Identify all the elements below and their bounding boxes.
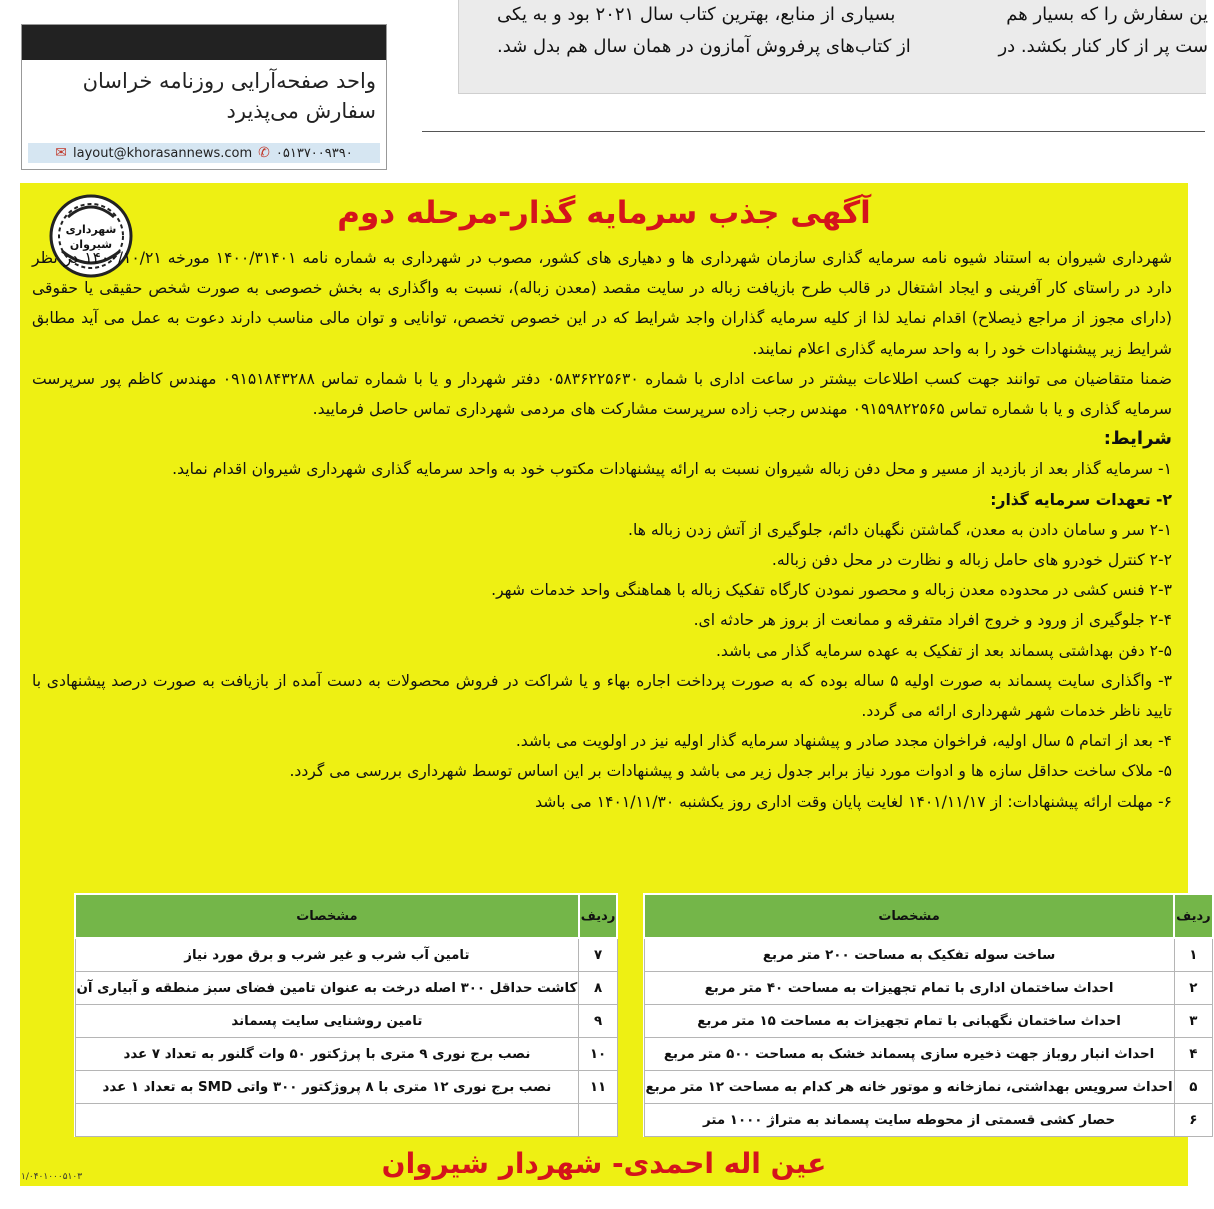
column-header-row: ردیف [579,894,618,938]
phone-icon: ✆ [258,145,270,161]
table-row [75,1071,617,1104]
ad-line-2: سفارش می‌پذیرد [226,99,376,123]
commitment-item: ۲-۱ سر و سامان دادن به معدن، گماشتن نگهبان دائم، جلوگیری از آتش زدن زباله ها. [628,520,1172,539]
ad-code: ۱/۰۴۰۱۰۰۰۵۱۰۳ [21,1172,83,1182]
email-text[interactable]: layout@khorasannews.com [73,145,253,161]
row-number: ۳ [1174,1005,1213,1038]
table-row [644,1038,1213,1071]
row-number: ۸ [579,972,618,1005]
column-header-spec: مشخصات [644,894,1174,938]
row-spec: احداث ساختمان نگهبانی با تمام تجهیزات به مساحت ۱۵ متر مربع [644,1005,1174,1038]
row-spec: حصار کشی قسمتی از محوطه سایت پسماند به متراژ ۱۰۰۰ متر [644,1104,1174,1137]
condition-1: ۱- سرمایه گذار بعد از بازدید از مسیر و محل دفن زباله شیروان نسبت به ارائه پیشنهادات مکتوب خود به واحد سرمایه گذاری شهرداری شیروان اقدام نماید. [172,460,1172,479]
ad-line-1: واحد صفحه‌آرایی روزنامه خراسان [82,69,376,93]
row-spec: احداث ساختمان اداری با تمام تجهیزات به مساحت ۴۰ متر مربع [644,972,1174,1005]
row-spec: تامین روشنایی سایت پسماند [75,1005,579,1038]
table-row [644,1104,1213,1137]
table-row [75,1038,617,1071]
strip-text-right-1: ین سفارش را که بسیار هم [1006,4,1208,25]
row-spec: کاشت حداقل ۳۰۰ اصله درخت به عنوان تامین فضای سبز منطقه و آبیاری آن [75,972,579,1005]
table-row [75,1005,617,1038]
condition-4: ۴- بعد از اتمام ۵ سال اولیه، فراخوان مجدد صادر و پیشنهاد سرمایه گذار اولیه نیز در اولویت می باشد. [515,732,1172,751]
row-number: ۹ [579,1005,618,1038]
row-spec: تامین آب شرب و غیر شرب و برق مورد نیاز [75,938,579,972]
investment-notice [20,183,1211,1186]
notice-title: آگهی جذب سرمایه گذار-مرحله دوم [337,195,871,231]
seal-text-1: شهرداری [65,223,117,236]
commitment-item: ۲-۲ کنترل خودرو های حامل زباله و نظارت در محل دفن زباله. [771,551,1172,570]
divider [422,131,1205,132]
row-number: ۱۱ [579,1071,618,1104]
row-number: ۶ [1174,1104,1213,1137]
row-spec: احداث انبار روباز جهت ذخیره سازی پسماند خشک به مساحت ۵۰۰ متر مربع [644,1038,1174,1071]
row-spec: ساخت سوله تفکیک به مساحت ۲۰۰ متر مربع [644,938,1174,972]
table-header-row [644,894,1213,938]
row-number: ۴ [1174,1038,1213,1071]
column-header-row: ردیف [1174,894,1213,938]
column-header-spec: مشخصات [75,894,579,938]
row-number: ۷ [579,938,618,972]
table-row [644,938,1213,972]
row-spec: نصب برج نوری ۱۲ متری با ۸ پروژکتور ۳۰۰ واتی SMD به تعداد ۱ عدد [75,1071,579,1104]
notice-body [32,243,1172,817]
phone-text: ۰۵۱۳۷۰۰۹۳۹۰ [275,145,353,161]
news-excerpt-strip [458,0,1206,94]
conditions-heading: شرایط: [1103,428,1172,450]
row-spec [75,1104,579,1137]
condition-6: ۶- مهلت ارائه پیشنهادات: از ۱۴۰۱/۱۱/۱۷ لغایت پایان وقت اداری روز یکشنبه ۱۴۰۱/۱۱/۳۰ می باشد [535,792,1172,811]
strip-text-left-1: بسیاری از منابع، بهترین کتاب سال ۲۰۲۱ بود و به یکی [497,4,896,25]
row-spec: احداث سرویس بهداشتی، نمازخانه و موتور خانه هر کدام به مساحت ۱۲ متر مربع [644,1071,1174,1104]
table-row [644,1005,1213,1038]
commitments-heading: ۲- تعهدات سرمایه گذار: [990,490,1172,509]
commitment-item: ۲-۵ دفن بهداشتی پسماند بعد از تفکیک به عهده سرمایه گذار می باشد. [715,641,1172,660]
row-number [579,1104,618,1137]
condition-5: ۵- ملاک ساخت حداقل سازه ها و ادوات مورد نیاز برابر جدول زیر می باشد و پیشنهادات بر این اساس توسط شهرداری بررسی می گردد. [289,762,1172,781]
row-spec: نصب برج نوری ۹ متری با پرژکتور ۵۰ وات گلنور به تعداد ۷ عدد [75,1038,579,1071]
strip-text-right-2: ست پر از کار کنار بکشد. در [998,36,1208,57]
requirements-table-right [643,893,1214,1137]
requirements-table-left [74,893,618,1137]
commitment-item: ۲-۳ فنس کشی در محدوده معدن زباله و محصور نمودن کارگاه تفکیک زباله با هماهنگی واحد خدمات شهر. [491,581,1172,600]
condition-3: ۳- واگذاری سایت پسماند به صورت اولیه ۵ ساله بوده که به صورت پرداخت اجاره بهاء و یا شراکت در فروش محصولات به دست آمده از بازیافت به صورت درصد پیشنهادی با تایید ناظر خدمات شهر شهرداری ارائه می گردد. [32,671,1173,721]
table-row [75,938,617,972]
seal-text-2: شیروان [69,238,113,251]
ad-header-bar [22,25,386,60]
table-row [644,972,1213,1005]
row-number: ۵ [1174,1071,1213,1104]
strip-text-left-2: از کتاب‌های پرفروش آمازون در همان سال هم بدل شد. [497,36,911,57]
row-number: ۱ [1174,938,1213,972]
row-number: ۲ [1174,972,1213,1005]
contact-bar [28,143,380,163]
table-row [75,972,617,1005]
contact-paragraph: ضمنا متقاضیان می توانند جهت کسب اطلاعات بیشتر در ساعت اداری با شماره ۰۵۸۳۶۲۲۵۶۳۰ دفتر شهردار و یا با شماره تماس ۰۹۱۵۱۸۴۳۲۸۸ مهندس کاظم پور سرپرست سرمایه گذاری و یا با شماره تماس ۰۹۱۵۹۸۲۲۵۶۵ مهندس رجب زاده سرپرست مشارکت های مردمی شهرداری تماس حاصل فرمایید. [32,369,1172,419]
commitment-item: ۲-۴ جلوگیری از ورود و خروج افراد متفرقه و ممانعت از بروز هر حادثه ای. [693,611,1172,630]
intro-paragraph: شهرداری شیروان به استناد شیوه نامه سرمایه گذاری سازمان شهرداری ها و دهیاری های کشور، مصوب در شهرداری به شماره نامه ۱۴۰۰/۳۱۴۰۱ مورخه ۱۴۰۰/۱۰/۲۱ در نظر دارد در راستای کار آفرینی و ایجاد اشتغال در قالب طرح بازیافت زباله در سایت مقصد (معدن زباله)، نسبت به واگذاری به بخش خصوصی به صورت شخص حقیقی یا حقوقی (دارای مجوز از مراجع ذیصلاح) اقدام نماید لذا از کلیه سرمایه گذاران واجد شرایط که در این خصوص تخصص، توانایی و توان مالی مناسب دارند دعوت به عمل می آید مطابق شرایط زیر پیشنهادات خود را به واحد سرمایه گذاری اعلام نمایند. [32,249,1173,358]
mail-icon: ✉ [55,145,68,161]
table-row [75,1104,617,1137]
table-header-row [75,894,617,938]
table-row [644,1071,1213,1104]
layout-service-ad [21,24,387,170]
mayor-signature: عین اله احمدی- شهردار شیروان [381,1147,827,1180]
row-number: ۱۰ [579,1038,618,1071]
